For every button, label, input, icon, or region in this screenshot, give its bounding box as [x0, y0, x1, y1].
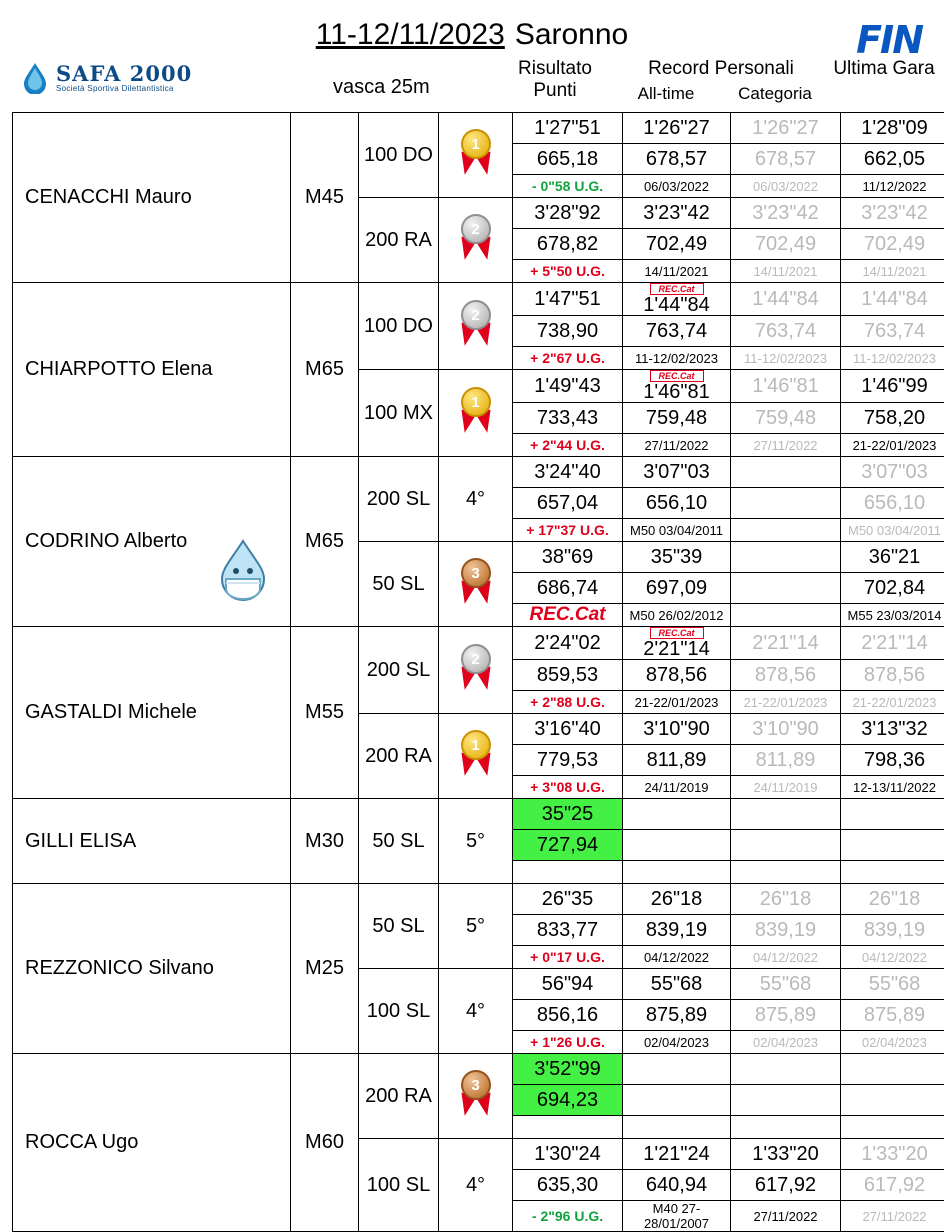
categoria-points: 875,89 [731, 1000, 841, 1031]
result-delta [513, 861, 623, 884]
result-delta [513, 1116, 623, 1139]
result-time: 1'49"43 [513, 370, 623, 403]
medal-silver-icon [454, 300, 498, 352]
ultima-date: 02/04/2023 [841, 1031, 944, 1054]
medal-silver-icon [454, 644, 498, 696]
rec-cat-badge: REC.Cat [650, 370, 704, 382]
categoria-date: 02/04/2023 [731, 1031, 841, 1054]
value: 3'23"42 [861, 202, 928, 224]
col-header-categoria: Categoria [720, 84, 830, 104]
event-name: 50 SL [359, 799, 439, 884]
value: 55"68 [651, 973, 703, 995]
value: 35"39 [651, 546, 703, 568]
categoria-time [731, 969, 841, 1000]
placing: 4° [466, 488, 485, 510]
alltime-points: 640,94 [623, 1170, 731, 1201]
ultima-time [841, 370, 944, 403]
placing: 4° [466, 1000, 485, 1022]
result-time: 1'47"51 [513, 283, 623, 316]
categoria-time [731, 799, 841, 830]
ultima-points: 798,36 [841, 745, 944, 776]
delta-ug: + 5"50 U.G. [530, 263, 605, 279]
categoria-date [731, 1116, 841, 1139]
result-delta [513, 1031, 623, 1054]
result-delta [513, 691, 623, 714]
result-points: 733,43 [513, 403, 623, 434]
placing-cell [439, 799, 513, 884]
categoria-date [731, 604, 841, 627]
result-points: 859,53 [513, 660, 623, 691]
categoria-points: 763,74 [731, 316, 841, 347]
categoria-time [731, 283, 841, 316]
alltime-time [623, 1139, 731, 1170]
result-time: 26"35 [513, 884, 623, 915]
categoria-date: 21-22/01/2023 [731, 691, 841, 714]
placing-cell [439, 283, 513, 370]
club-logo [22, 62, 192, 94]
athlete-category: M65 [291, 457, 359, 627]
alltime-points: 697,09 [623, 573, 731, 604]
categoria-time [731, 627, 841, 660]
ultima-points [841, 1085, 944, 1116]
value: 1'28"09 [861, 117, 928, 139]
event-name: 200 SL [359, 627, 439, 714]
athlete-name: GASTALDI Michele [13, 627, 291, 799]
result-points: 727,94 [513, 830, 623, 861]
event-name: 100 MX [359, 370, 439, 457]
alltime-date: 02/04/2023 [623, 1031, 731, 1054]
alltime-time [623, 198, 731, 229]
alltime-points: 678,57 [623, 144, 731, 175]
ultima-date: 11-12/02/2023 [841, 347, 944, 370]
mascot-drop-icon [208, 535, 278, 605]
alltime-date: M40 27-28/01/2007 [623, 1201, 731, 1232]
categoria-time [731, 457, 841, 488]
ultima-time [841, 198, 944, 229]
categoria-points: 617,92 [731, 1170, 841, 1201]
athlete-category: M30 [291, 799, 359, 884]
ultima-points: 878,56 [841, 660, 944, 691]
alltime-points: 759,48 [623, 403, 731, 434]
placing-cell [439, 198, 513, 283]
ultima-points: 758,20 [841, 403, 944, 434]
value: 1'33"20 [752, 1143, 819, 1165]
placing: 5° [466, 830, 485, 852]
medal-gold-icon [454, 730, 498, 782]
result-time: 1'27"51 [513, 113, 623, 144]
delta-ug: + 1"26 U.G. [530, 1034, 605, 1050]
event-name: 100 DO [359, 113, 439, 198]
result-delta [513, 604, 623, 627]
result-delta [513, 434, 623, 457]
value: 2'21"14 [752, 632, 819, 654]
result-delta [513, 1201, 623, 1232]
alltime-points [623, 1085, 731, 1116]
alltime-date [623, 861, 731, 884]
athlete-category: M65 [291, 283, 359, 457]
result-points: 779,53 [513, 745, 623, 776]
alltime-time [623, 714, 731, 745]
result-time: 3'52"99 [513, 1054, 623, 1085]
categoria-date: 11-12/02/2023 [731, 347, 841, 370]
alltime-date: 14/11/2021 [623, 260, 731, 283]
alltime-time [623, 542, 731, 573]
ultima-date [841, 861, 944, 884]
result-points: 635,30 [513, 1170, 623, 1201]
record-categoria-label: REC.Cat [529, 604, 605, 625]
result-delta [513, 519, 623, 542]
medal-number: 1 [461, 129, 491, 159]
alltime-points: 702,49 [623, 229, 731, 260]
result-points: 686,74 [513, 573, 623, 604]
delta-ug: + 3"08 U.G. [530, 779, 605, 795]
result-delta [513, 776, 623, 799]
medal-bronze-icon [454, 558, 498, 610]
table-row [13, 1054, 944, 1085]
value: 1'26"27 [752, 117, 819, 139]
athlete-name: GILLI ELISA [13, 799, 291, 884]
alltime-date: 24/11/2019 [623, 776, 731, 799]
medal-number: 1 [461, 387, 491, 417]
alltime-date: 21-22/01/2023 [623, 691, 731, 714]
ultima-time [841, 1139, 944, 1170]
medal-number: 2 [461, 300, 491, 330]
rec-cat-badge: REC.Cat [650, 627, 704, 639]
categoria-date: 06/03/2022 [731, 175, 841, 198]
categoria-points [731, 573, 841, 604]
alltime-points: 763,74 [623, 316, 731, 347]
alltime-time [623, 884, 731, 915]
alltime-time [623, 799, 731, 830]
table-row [13, 113, 944, 144]
result-points: 694,23 [513, 1085, 623, 1116]
ultima-time [841, 627, 944, 660]
medal-number: 2 [461, 644, 491, 674]
athlete-category: M45 [291, 113, 359, 283]
categoria-points: 759,48 [731, 403, 841, 434]
ultima-points: 763,74 [841, 316, 944, 347]
value: 55"68 [869, 973, 921, 995]
athlete-category: M60 [291, 1054, 359, 1232]
value: 1'33"20 [861, 1143, 928, 1165]
value: 3'10"90 [752, 718, 819, 740]
categoria-time [731, 542, 841, 573]
athlete-name: CODRINO Alberto [13, 457, 291, 627]
alltime-date: 27/11/2022 [623, 434, 731, 457]
event-name: 100 SL [359, 969, 439, 1054]
categoria-points: 839,19 [731, 915, 841, 946]
placing-cell [439, 113, 513, 198]
table-row [13, 283, 944, 316]
athlete-category: M25 [291, 884, 359, 1054]
categoria-time [731, 714, 841, 745]
categoria-points: 702,49 [731, 229, 841, 260]
event-name: 100 DO [359, 283, 439, 370]
categoria-points: 811,89 [731, 745, 841, 776]
col-header-punti: Punti [500, 80, 610, 102]
placing-cell [439, 542, 513, 627]
result-delta [513, 260, 623, 283]
ultima-points [841, 830, 944, 861]
ultima-points: 617,92 [841, 1170, 944, 1201]
alltime-points: 878,56 [623, 660, 731, 691]
ultima-time [841, 113, 944, 144]
event-name: 100 SL [359, 1139, 439, 1232]
rec-cat-badge: REC.Cat [650, 283, 704, 295]
ultima-date: 21-22/01/2023 [841, 691, 944, 714]
results-table [12, 112, 944, 1232]
result-points: 856,16 [513, 1000, 623, 1031]
delta-ug: - 2"96 U.G. [532, 1208, 603, 1224]
categoria-date [731, 861, 841, 884]
result-points: 678,82 [513, 229, 623, 260]
title-place: Saronno [515, 18, 628, 51]
subheader [0, 52, 944, 112]
categoria-points [731, 1085, 841, 1116]
value: 55"68 [760, 973, 812, 995]
col-header-risultato-line1: Risultato [518, 58, 592, 79]
categoria-points: 678,57 [731, 144, 841, 175]
alltime-points: 875,89 [623, 1000, 731, 1031]
ultima-date: 12-13/11/2022 [841, 776, 944, 799]
alltime-points: 811,89 [623, 745, 731, 776]
placing-cell [439, 714, 513, 799]
alltime-points: 839,19 [623, 915, 731, 946]
placing-cell [439, 884, 513, 969]
value: 3'23"42 [643, 202, 710, 224]
alltime-date: 04/12/2022 [623, 946, 731, 969]
categoria-date: 24/11/2019 [731, 776, 841, 799]
ultima-time [841, 457, 944, 488]
medal-gold-icon [454, 387, 498, 439]
alltime-time [623, 969, 731, 1000]
alltime-date: M50 26/02/2012 [623, 604, 731, 627]
ultima-time [841, 799, 944, 830]
value: 2'21"14 [861, 632, 928, 654]
fin-logo: FIN [856, 18, 922, 62]
result-time: 56"94 [513, 969, 623, 1000]
water-drop-icon [22, 62, 48, 94]
page-title [0, 0, 944, 52]
club-subtitle: Società Sportiva Dilettantistica [56, 85, 192, 93]
value: 3'13"32 [861, 718, 928, 740]
alltime-time [623, 1054, 731, 1085]
table-row [13, 457, 944, 488]
value: 26"18 [760, 888, 812, 910]
ultima-points: 839,19 [841, 915, 944, 946]
value: 1'46"81 [643, 381, 710, 403]
table-row [13, 884, 944, 915]
athlete-category: M55 [291, 627, 359, 799]
result-points: 657,04 [513, 488, 623, 519]
delta-ug: + 2"44 U.G. [530, 437, 605, 453]
placing-cell [439, 1139, 513, 1232]
categoria-points: 878,56 [731, 660, 841, 691]
placing-cell [439, 969, 513, 1054]
value: 3'07"03 [861, 461, 928, 483]
col-header-risultato [500, 58, 610, 102]
placing: 4° [466, 1174, 485, 1196]
ultima-time [841, 283, 944, 316]
result-time: 2'24"02 [513, 627, 623, 660]
placing: 5° [466, 915, 485, 937]
medal-bronze-icon [454, 1070, 498, 1122]
value: 3'23"42 [752, 202, 819, 224]
categoria-time [731, 884, 841, 915]
alltime-date: M50 03/04/2011 [623, 519, 731, 542]
delta-ug: + 2"67 U.G. [530, 350, 605, 366]
value: 1'44"84 [643, 294, 710, 316]
ultima-points: 702,84 [841, 573, 944, 604]
result-points: 665,18 [513, 144, 623, 175]
delta-ug: + 17"37 U.G. [526, 522, 609, 538]
result-time: 3'28"92 [513, 198, 623, 229]
categoria-points [731, 488, 841, 519]
medal-number: 2 [461, 214, 491, 244]
categoria-points [731, 830, 841, 861]
medal-number: 3 [461, 558, 491, 588]
categoria-time [731, 1139, 841, 1170]
value: 3'10"90 [643, 718, 710, 740]
athlete-name: CENACCHI Mauro [13, 113, 291, 283]
ultima-date: 14/11/2021 [841, 260, 944, 283]
medal-number: 3 [461, 1070, 491, 1100]
ultima-time [841, 884, 944, 915]
alltime-date: 11-12/02/2023 [623, 347, 731, 370]
table-row [13, 799, 944, 830]
placing-cell [439, 457, 513, 542]
ultima-date: 04/12/2022 [841, 946, 944, 969]
ultima-time [841, 1054, 944, 1085]
event-name: 200 RA [359, 1054, 439, 1139]
athlete-name: REZZONICO Silvano [13, 884, 291, 1054]
alltime-time [623, 627, 731, 660]
value: 1'21"24 [643, 1143, 710, 1165]
delta-ug: + 0"17 U.G. [530, 949, 605, 965]
result-delta [513, 347, 623, 370]
value: 1'44"84 [861, 288, 928, 310]
categoria-date: 27/11/2022 [731, 1201, 841, 1232]
result-points: 738,90 [513, 316, 623, 347]
ultima-time [841, 969, 944, 1000]
ultima-date: 21-22/01/2023 [841, 434, 944, 457]
categoria-date [731, 519, 841, 542]
event-name: 50 SL [359, 542, 439, 627]
pool-length: vasca 25m [333, 76, 430, 99]
placing-cell [439, 1054, 513, 1139]
placing-cell [439, 627, 513, 714]
value: 1'46"99 [861, 375, 928, 397]
value: 36"21 [869, 546, 921, 568]
value: 2'21"14 [643, 638, 710, 660]
col-header-alltime: All-time [612, 84, 720, 104]
alltime-time [623, 370, 731, 403]
result-time: 3'16"40 [513, 714, 623, 745]
ultima-date: 11/12/2022 [841, 175, 944, 198]
result-points: 833,77 [513, 915, 623, 946]
ultima-points: 875,89 [841, 1000, 944, 1031]
club-name: SAFA 2000 [56, 63, 192, 85]
categoria-date: 14/11/2021 [731, 260, 841, 283]
alltime-date: 06/03/2022 [623, 175, 731, 198]
value: 1'46"81 [752, 375, 819, 397]
alltime-points: 656,10 [623, 488, 731, 519]
categoria-time [731, 1054, 841, 1085]
delta-ug: - 0"58 U.G. [532, 178, 603, 194]
result-delta [513, 946, 623, 969]
ultima-points: 702,49 [841, 229, 944, 260]
categoria-date: 27/11/2022 [731, 434, 841, 457]
alltime-time [623, 283, 731, 316]
ultima-date: M55 23/03/2014 [841, 604, 944, 627]
ultima-points: 662,05 [841, 144, 944, 175]
ultima-time [841, 714, 944, 745]
value: 26"18 [651, 888, 703, 910]
ultima-date: 27/11/2022 [841, 1201, 944, 1232]
alltime-points [623, 830, 731, 861]
result-time: 1'30"24 [513, 1139, 623, 1170]
value: 3'07"03 [643, 461, 710, 483]
event-name: 50 SL [359, 884, 439, 969]
event-name: 200 RA [359, 714, 439, 799]
result-delta [513, 175, 623, 198]
medal-silver-icon [454, 214, 498, 266]
placing-cell [439, 370, 513, 457]
athlete-name: ROCCA Ugo [13, 1054, 291, 1232]
medal-number: 1 [461, 730, 491, 760]
athlete-name: CHIARPOTTO Elena [13, 283, 291, 457]
ultima-points: 656,10 [841, 488, 944, 519]
title-dates: 11-12/11/2023 [316, 18, 505, 51]
result-time: 38"69 [513, 542, 623, 573]
medal-gold-icon [454, 129, 498, 181]
col-header-ultima-gara [830, 58, 938, 80]
alltime-time [623, 113, 731, 144]
col-header-gara: Gara [892, 58, 934, 79]
value: 1'26"27 [643, 117, 710, 139]
col-header-record-personali: Record Personali [612, 58, 830, 80]
alltime-date [623, 1116, 731, 1139]
ultima-time [841, 542, 944, 573]
col-header-ultima: Ultima [833, 58, 887, 79]
value: 1'44"84 [752, 288, 819, 310]
table-row [13, 627, 944, 660]
ultima-date: M50 03/04/2011 [841, 519, 944, 542]
categoria-date: 04/12/2022 [731, 946, 841, 969]
result-time: 35"25 [513, 799, 623, 830]
alltime-time [623, 457, 731, 488]
delta-ug: + 2"88 U.G. [530, 694, 605, 710]
categoria-time [731, 198, 841, 229]
categoria-time [731, 113, 841, 144]
categoria-time [731, 370, 841, 403]
event-name: 200 SL [359, 457, 439, 542]
result-time: 3'24"40 [513, 457, 623, 488]
value: 26"18 [869, 888, 921, 910]
ultima-date [841, 1116, 944, 1139]
event-name: 200 RA [359, 198, 439, 283]
